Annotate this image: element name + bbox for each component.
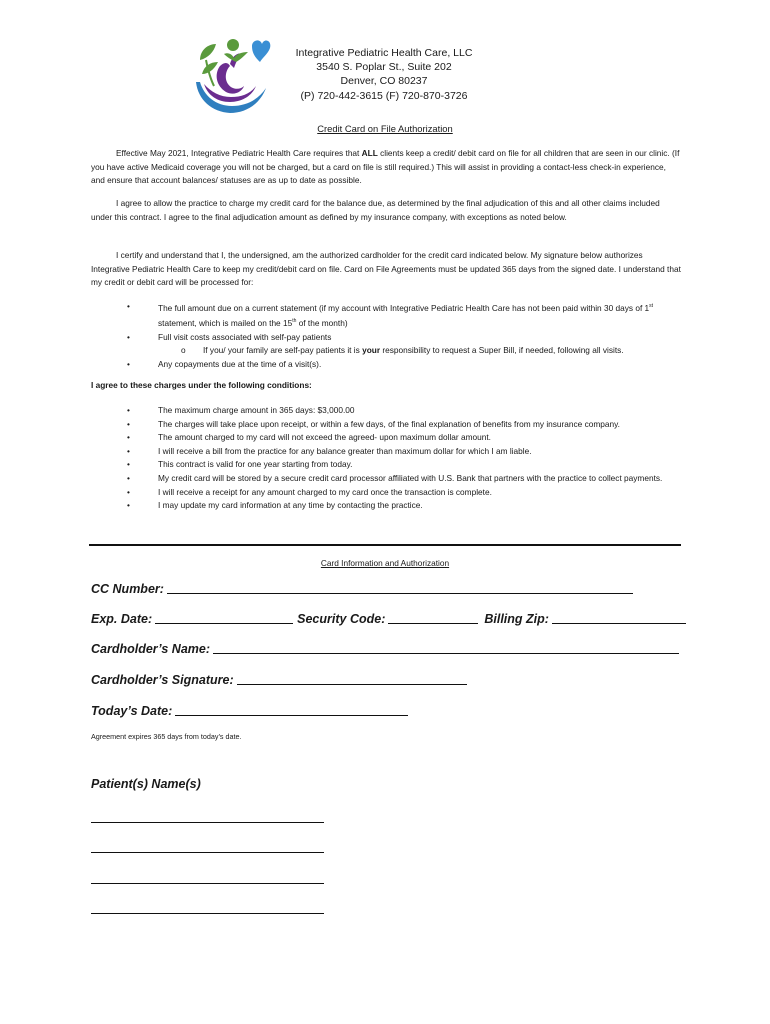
list-item-text: This contract is valid for one year starting from today. [158,459,353,470]
list-item-text: My credit card will be stored by a secure credit card processor affiliated with U.S. Bank that partners with the practice to collect payments. [158,472,663,483]
security-code-field[interactable] [388,622,478,624]
list-item [91,458,681,472]
card-section-title-wrap [0,558,770,568]
list-item [91,499,681,513]
paragraph-text: clients keep a credit/ debit card on file for all children that are seen in our clinic. (If you have active Medicaid coverage you will not be charged, but a card on file is still required.) This will assist in providing a contact-less check-in experience, and ensure that account balances/ statuses are as up to date as possible. [91,148,680,186]
exp-date-field[interactable] [155,622,293,624]
todays-date-field[interactable] [175,714,408,716]
security-code-label: Security Code: [297,612,386,626]
billing-zip-label: Billing Zip: [484,612,549,626]
exp-security-zip-row [91,612,686,626]
emphasis-your: your [362,345,381,356]
bullet: • [127,405,130,415]
practice-name: Integrative Pediatric Health Care, LLC [295,47,473,59]
bullet: • [127,459,130,470]
list-item-text: If you/ your family are self-pay patients it is [203,345,363,356]
cardholder-signature-row [91,673,467,687]
list-item [91,431,681,445]
bullet: • [127,331,130,342]
todays-date-label: Today’s Date: [91,704,173,718]
exp-date-label: Exp. Date: [91,612,153,626]
practice-address: 3540 S. Poplar St., Suite 202 [316,61,452,74]
paragraph-certify: I certify and understand that I, the undersigned, am the authorized cardholder for the credit card indicated below. My signature below authorizes Integrative Pediatric Health Care to keep my credit/debit card on file. Card on File Agreements must be updated 365 days from the signed date. I understand that my credit or debit card will be processed for: [91,250,681,288]
billing-zip-field[interactable] [552,622,686,624]
list-item [91,404,681,418]
patient-name-line-4[interactable] [91,913,324,914]
paragraph-effective [91,147,681,188]
list-item-text: Any copayments due at the time of a visit(s). [158,358,322,369]
bullet: • [127,418,130,429]
emphasis-all: ALL [361,148,378,158]
card-section-title: Card Information and Authorization [320,558,450,568]
list-item-text: I will receive a bill from the practice for any balance greater than maximum dollar for which I am liable. [158,445,532,456]
section-divider [89,544,681,546]
sub-bullet: o [181,345,186,356]
list-item-text: of the month) [296,318,348,329]
list-item [91,445,681,459]
practice-header [280,46,488,103]
bullet: • [127,358,130,369]
tree-person-heart-logo-icon [186,30,280,116]
document-title-wrap [0,123,770,134]
cc-number-label: CC Number: [91,582,164,596]
cardholder-name-row [91,642,679,656]
paragraph-agree-charge: I agree to allow the practice to charge my credit card for the balance due, as determined by the final adjudication of this and all other claims included under this contract. I agree to the final adjudication amount as defined by my insurance company, with exceptions as noted below. [91,198,660,222]
list-item [91,486,681,500]
patients-heading: Patient(s) Name(s) [91,777,201,791]
document-title: Credit Card on File Authorization [317,123,453,134]
processing-list [91,300,681,372]
bullet: • [127,445,130,456]
todays-date-row [91,704,408,718]
list-item-text: Full visit costs associated with self-pay patients [158,331,332,342]
cardholder-signature-field[interactable] [237,683,467,685]
bullet: • [127,301,130,311]
bullet: • [127,472,130,483]
list-item-text: statement, which is mailed on the 15 [158,318,293,329]
superscript: th [292,318,297,325]
cardholder-name-label: Cardholder’s Name: [91,642,211,656]
patient-name-line-1[interactable] [91,822,324,823]
sub-list-item [91,344,681,358]
superscript: st [649,303,654,309]
patient-name-line-2[interactable] [91,852,324,853]
practice-city: Denver, CO 80237 [340,75,428,88]
list-item [91,418,681,432]
conditions-list [91,404,681,513]
list-item-text: I will receive a receipt for any amount charged to my card once the transaction is complete. [158,486,492,497]
list-item [91,331,681,345]
list-item-text: The full amount due on a current statement (if my account with Integrative Pediatric Health Care has not been paid within 30 days of 1 [158,302,650,313]
bullet: • [127,486,130,497]
cardholder-name-field[interactable] [213,652,679,654]
conditions-heading: I agree to these charges under the following conditions: [91,380,312,390]
list-item-text: The charges will take place upon receipt, or within a few days, of the final explanation of benefits from my insurance company. [158,418,620,429]
list-item [91,472,681,486]
bullet: • [127,500,130,511]
expires-note: Agreement expires 365 days from today’s date. [91,732,242,741]
paragraph-text: Effective May 2021, Integrative Pediatric Health Care requires that [116,148,362,158]
list-item-text: responsibility to request a Super Bill, if needed, following all visits. [380,345,624,356]
patient-name-line-3[interactable] [91,883,324,884]
bullet: • [127,432,130,443]
cardholder-signature-label: Cardholder’s Signature: [91,673,234,687]
list-item-text: The maximum charge amount in 365 days: $3,000.00 [158,405,355,415]
cc-number-field[interactable] [167,592,633,594]
practice-phone-fax: (P) 720-442-3615 (F) 720-870-3726 [300,89,468,102]
list-item-text: I may update my card information at any time by contacting the practice. [158,500,423,511]
cc-number-row [91,582,633,596]
list-item-text: The amount charged to my card will not exceed the agreed- upon maximum dollar amount. [158,432,491,443]
list-item [91,358,681,372]
list-item [91,300,681,331]
